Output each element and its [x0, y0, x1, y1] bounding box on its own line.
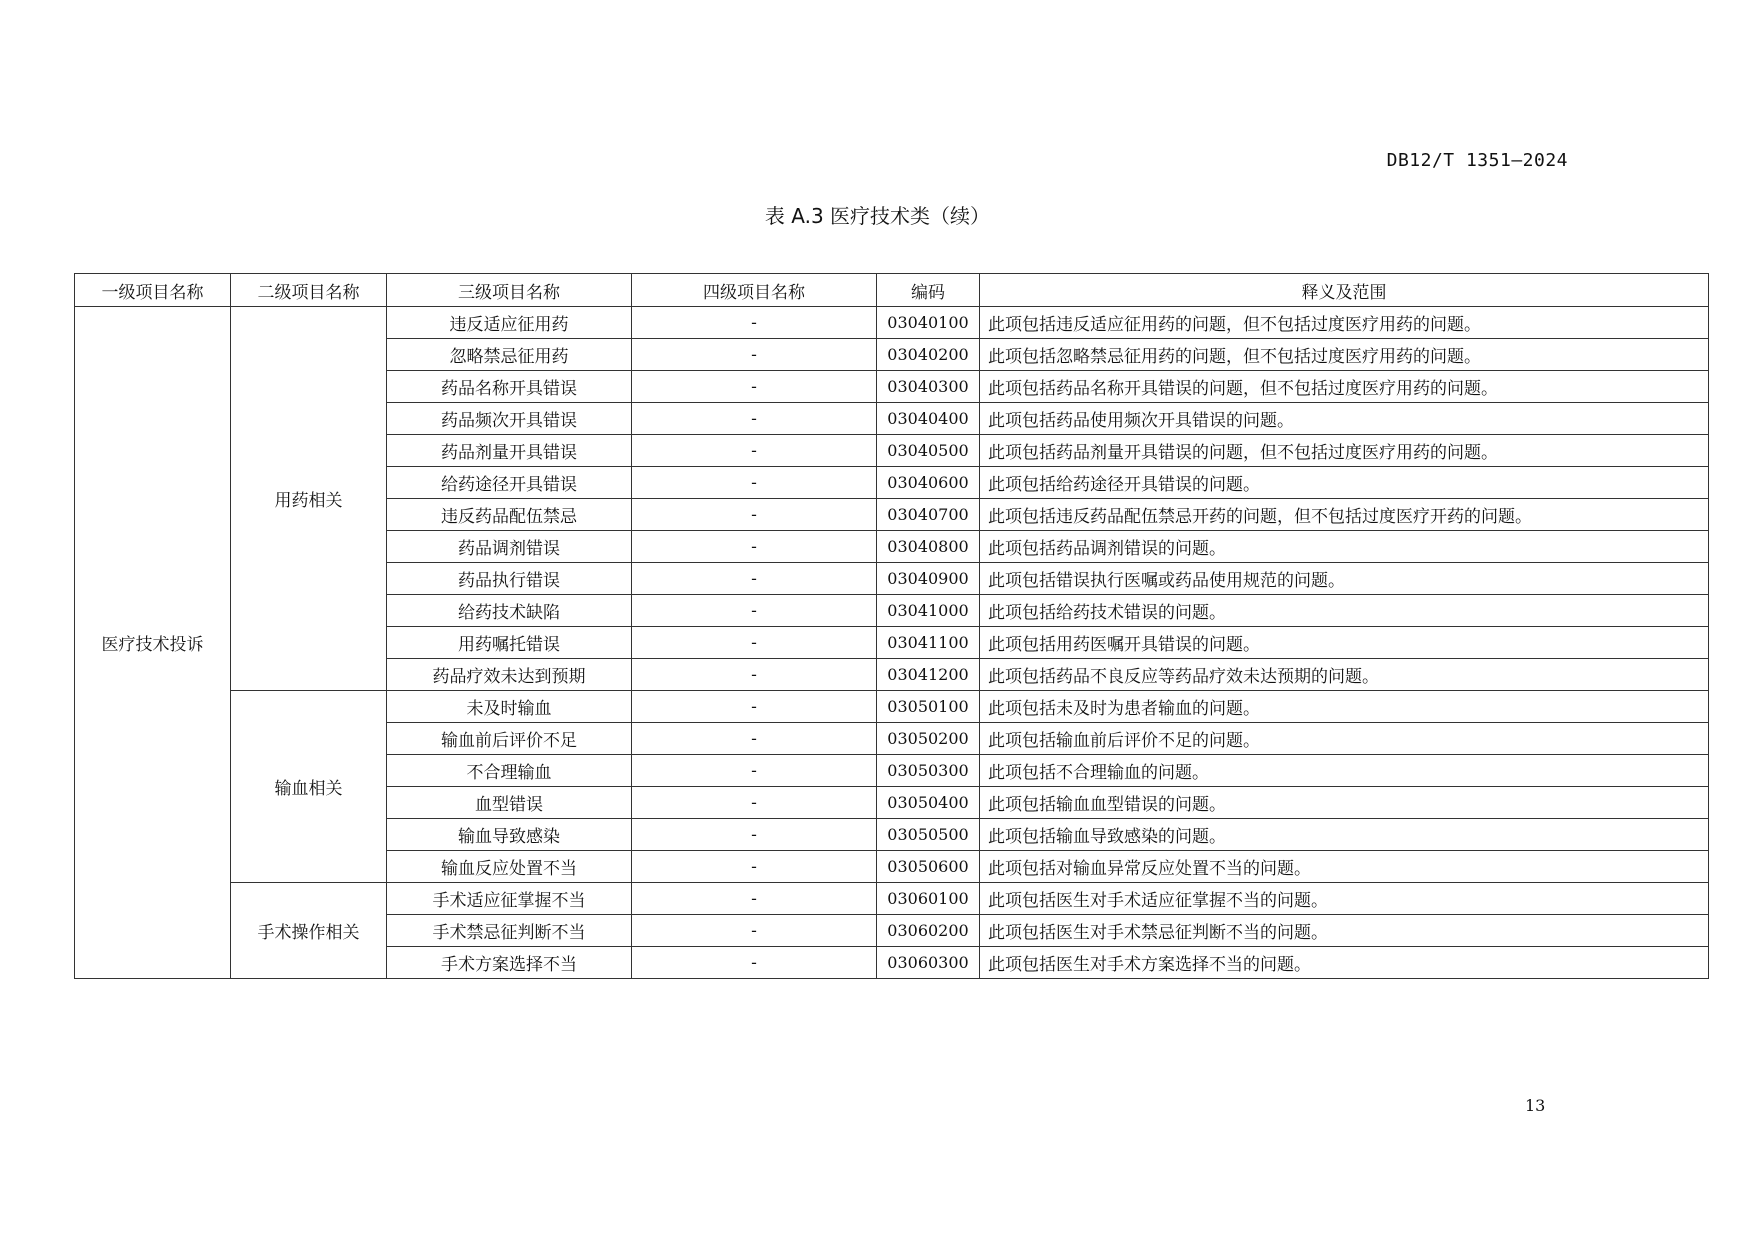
- level4-cell: -: [632, 435, 877, 467]
- description-cell: 此项包括医生对手术适应征掌握不当的问题。: [980, 883, 1709, 915]
- level4-cell: -: [632, 659, 877, 691]
- column-header: 四级项目名称: [632, 274, 877, 307]
- level3-cell: 手术禁忌征判断不当: [387, 915, 632, 947]
- description-cell: 此项包括违反适应征用药的问题，但不包括过度医疗用药的问题。: [980, 307, 1709, 339]
- level4-cell: -: [632, 627, 877, 659]
- description-cell: 此项包括药品调剂错误的问题。: [980, 531, 1709, 563]
- level4-cell: -: [632, 947, 877, 979]
- code-cell: 03040700: [877, 499, 980, 531]
- level3-cell: 药品剂量开具错误: [387, 435, 632, 467]
- level3-cell: 违反药品配伍禁忌: [387, 499, 632, 531]
- table-body: [75, 307, 1709, 979]
- description-cell: 此项包括给药技术错误的问题。: [980, 595, 1709, 627]
- level3-cell: 未及时输血: [387, 691, 632, 723]
- table-row: [75, 307, 1709, 339]
- level4-cell: -: [632, 563, 877, 595]
- description-cell: 此项包括医生对手术方案选择不当的问题。: [980, 947, 1709, 979]
- code-cell: 03050300: [877, 755, 980, 787]
- classification-table: [74, 273, 1709, 979]
- level3-cell: 药品名称开具错误: [387, 371, 632, 403]
- code-cell: 03050400: [877, 787, 980, 819]
- column-header: 二级项目名称: [231, 274, 387, 307]
- description-cell: 此项包括违反药品配伍禁忌开药的问题，但不包括过度医疗开药的问题。: [980, 499, 1709, 531]
- level4-cell: -: [632, 723, 877, 755]
- description-cell: 此项包括药品使用频次开具错误的问题。: [980, 403, 1709, 435]
- description-cell: 此项包括错误执行医嘱或药品使用规范的问题。: [980, 563, 1709, 595]
- level3-cell: 不合理输血: [387, 755, 632, 787]
- level2-cell: 用药相关: [231, 307, 387, 691]
- level3-cell: 手术方案选择不当: [387, 947, 632, 979]
- description-cell: 此项包括药品剂量开具错误的问题，但不包括过度医疗用药的问题。: [980, 435, 1709, 467]
- level3-cell: 违反适应征用药: [387, 307, 632, 339]
- level4-cell: -: [632, 371, 877, 403]
- table-title: 表 A.3 医疗技术类（续）: [764, 204, 991, 228]
- code-cell: 03060100: [877, 883, 980, 915]
- description-cell: 此项包括药品名称开具错误的问题，但不包括过度医疗用药的问题。: [980, 371, 1709, 403]
- level1-cell: 医疗技术投诉: [75, 307, 231, 979]
- column-header: 一级项目名称: [75, 274, 231, 307]
- description-cell: 此项包括医生对手术禁忌征判断不当的问题。: [980, 915, 1709, 947]
- level4-cell: -: [632, 691, 877, 723]
- level3-cell: 药品疗效未达到预期: [387, 659, 632, 691]
- description-cell: 此项包括用药医嘱开具错误的问题。: [980, 627, 1709, 659]
- level3-cell: 忽略禁忌征用药: [387, 339, 632, 371]
- level4-cell: -: [632, 467, 877, 499]
- description-cell: 此项包括输血前后评价不足的问题。: [980, 723, 1709, 755]
- level2-cell: 手术操作相关: [231, 883, 387, 979]
- level4-cell: -: [632, 531, 877, 563]
- description-cell: 此项包括对输血异常反应处置不当的问题。: [980, 851, 1709, 883]
- code-cell: 03040200: [877, 339, 980, 371]
- level4-cell: -: [632, 787, 877, 819]
- level3-cell: 血型错误: [387, 787, 632, 819]
- level3-cell: 用药嘱托错误: [387, 627, 632, 659]
- level3-cell: 给药技术缺陷: [387, 595, 632, 627]
- description-cell: 此项包括忽略禁忌征用药的问题，但不包括过度医疗用药的问题。: [980, 339, 1709, 371]
- level4-cell: -: [632, 915, 877, 947]
- code-cell: 03041000: [877, 595, 980, 627]
- level3-cell: 给药途径开具错误: [387, 467, 632, 499]
- description-cell: 此项包括输血血型错误的问题。: [980, 787, 1709, 819]
- level3-cell: 药品频次开具错误: [387, 403, 632, 435]
- level4-cell: -: [632, 499, 877, 531]
- description-cell: 此项包括未及时为患者输血的问题。: [980, 691, 1709, 723]
- level3-cell: 药品执行错误: [387, 563, 632, 595]
- column-header: 释义及范围: [980, 274, 1709, 307]
- code-cell: 03050600: [877, 851, 980, 883]
- description-cell: 此项包括给药途径开具错误的问题。: [980, 467, 1709, 499]
- level4-cell: -: [632, 403, 877, 435]
- level4-cell: -: [632, 755, 877, 787]
- code-cell: 03041100: [877, 627, 980, 659]
- code-cell: 03040400: [877, 403, 980, 435]
- table-header-row: [75, 274, 1709, 307]
- column-header: 三级项目名称: [387, 274, 632, 307]
- code-cell: 03060300: [877, 947, 980, 979]
- description-cell: 此项包括不合理输血的问题。: [980, 755, 1709, 787]
- column-header: 编码: [877, 274, 980, 307]
- level2-cell: 输血相关: [231, 691, 387, 883]
- level3-cell: 输血导致感染: [387, 819, 632, 851]
- level4-cell: -: [632, 595, 877, 627]
- level3-cell: 输血反应处置不当: [387, 851, 632, 883]
- table-row: [75, 883, 1709, 915]
- level4-cell: -: [632, 883, 877, 915]
- code-cell: 03060200: [877, 915, 980, 947]
- code-cell: 03040800: [877, 531, 980, 563]
- code-cell: 03040900: [877, 563, 980, 595]
- level4-cell: -: [632, 819, 877, 851]
- code-cell: 03040100: [877, 307, 980, 339]
- description-cell: 此项包括药品不良反应等药品疗效未达预期的问题。: [980, 659, 1709, 691]
- level3-cell: 输血前后评价不足: [387, 723, 632, 755]
- level3-cell: 药品调剂错误: [387, 531, 632, 563]
- code-cell: 03041200: [877, 659, 980, 691]
- level4-cell: -: [632, 339, 877, 371]
- level3-cell: 手术适应征掌握不当: [387, 883, 632, 915]
- code-cell: 03040600: [877, 467, 980, 499]
- standard-code: DB12/T 1351—2024: [1386, 150, 1568, 171]
- description-cell: 此项包括输血导致感染的问题。: [980, 819, 1709, 851]
- code-cell: 03050200: [877, 723, 980, 755]
- level4-cell: -: [632, 307, 877, 339]
- code-cell: 03040500: [877, 435, 980, 467]
- table-row: [75, 691, 1709, 723]
- code-cell: 03040300: [877, 371, 980, 403]
- code-cell: 03050100: [877, 691, 980, 723]
- code-cell: 03050500: [877, 819, 980, 851]
- level4-cell: -: [632, 851, 877, 883]
- page-number: 13: [1525, 1096, 1546, 1115]
